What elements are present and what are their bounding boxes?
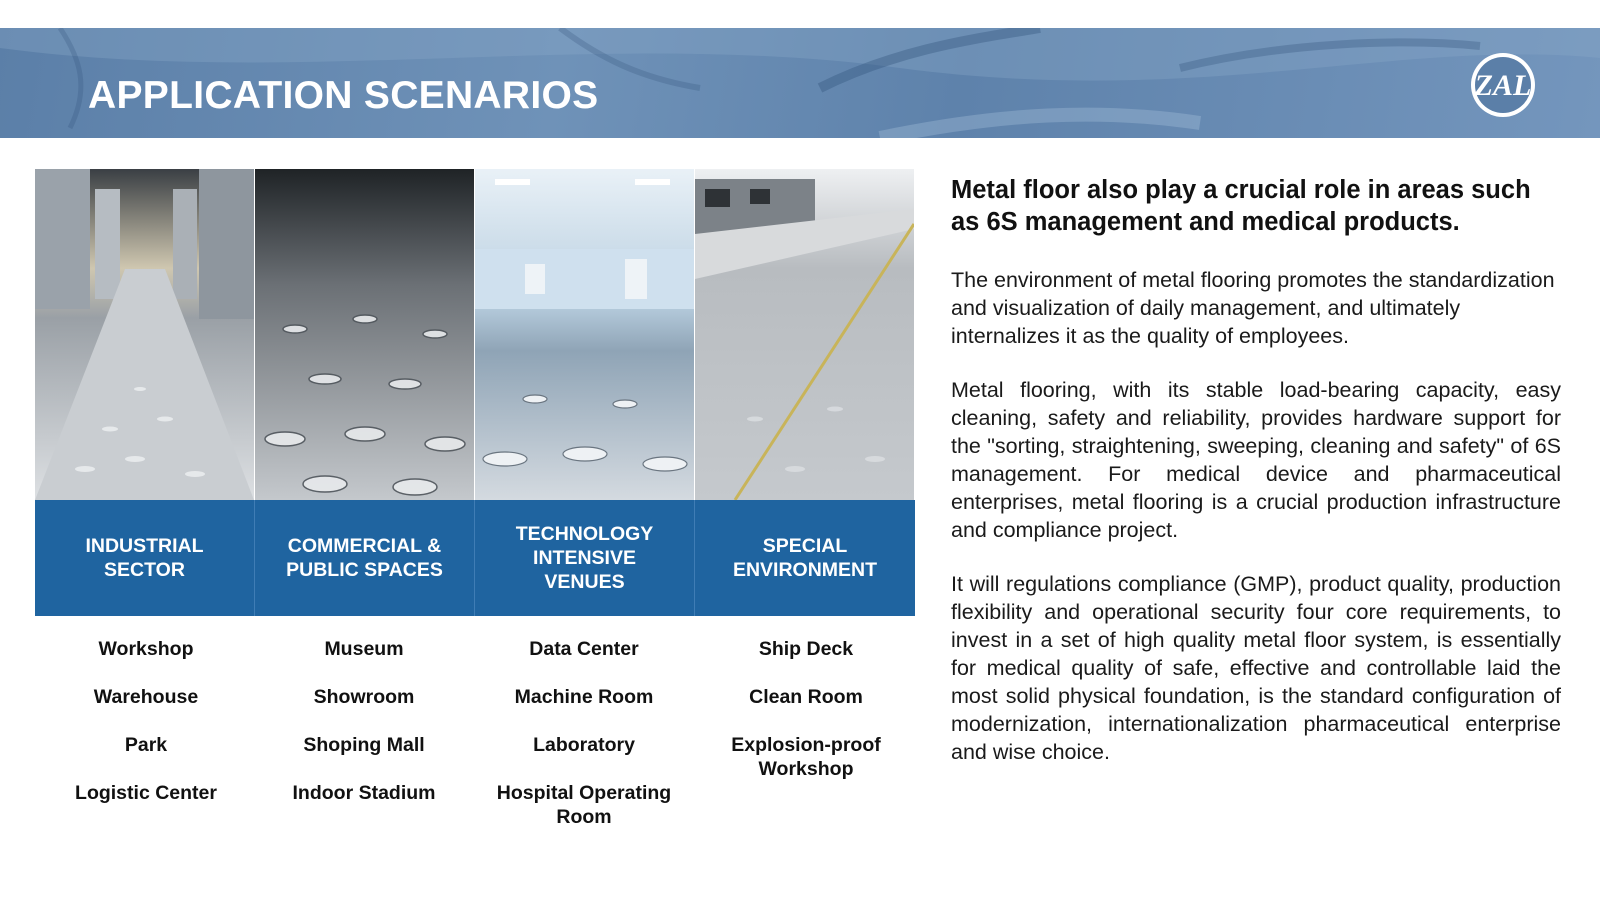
commercial-photo [255,169,474,500]
category-technology [475,500,695,616]
category-label: TECHNOLOGY INTENSIVE VENUES [515,523,654,593]
list-item: Hospital Operating Room [496,782,672,828]
paragraph-management: The environment of metal flooring promotes the standardization and visualization of daily management, and ultimately internalizes it as the quality of employees. [951,268,1555,348]
industrial-items [36,637,256,829]
description-panel [951,174,1561,766]
list-item: Clean Room [749,686,863,708]
list-item: Showroom [313,686,415,708]
category-commercial [255,500,475,616]
page-title: APPLICATION SCENARIOS [88,74,599,117]
technology-items [474,637,694,829]
special-environment-photo [695,169,914,500]
paragraph-6s: Metal flooring, with its stable load-bearing capacity, easy cleaning, safety and reliability, provides hardware support for the "sorting, straightening, sweeping, cleaning and safety" of 6S management. For medical device and pharmaceutical enterprises, metal flooring is a crucial production infrastructure and compliance project. [951,378,1561,542]
list-item: Machine Room [514,686,654,708]
industrial-photo [35,169,254,500]
headline: Metal floor also play a crucial role in areas such as 6S management and medical products. [951,176,1531,236]
category-label: INDUSTRIAL SECTOR [85,535,204,581]
list-item: Ship Deck [758,638,854,660]
list-item: Warehouse [93,686,199,708]
list-item: Indoor Stadium [292,782,436,804]
list-item: Workshop [98,638,194,660]
company-logo [1468,50,1538,120]
list-item: Data Center [529,638,639,660]
list-item: Laboratory [533,734,635,756]
category-special [695,500,915,616]
commercial-items [254,637,474,829]
scenario-grid [35,169,917,619]
special-items [696,637,916,781]
list-item: Museum [324,638,404,660]
svg-text:ZAL: ZAL [1474,69,1532,102]
list-item: Explosion-proof Workshop [731,734,881,780]
list-item: Logistic Center [75,782,217,804]
paragraph-gmp: It will regulations compliance (GMP), product quality, production flexibility and operational security four core requirements, to invest in a set of high quality metal floor system, is essentially for medical quality of safe, effective and controllable laid the most solid physical foundation, is the standard configuration of modernization, internationalization pharmaceutical enterprise and wise choice. [951,572,1561,764]
header-banner [0,28,1600,138]
list-item: Shoping Mall [303,734,425,756]
technology-photo [475,169,694,500]
category-label: SPECIAL ENVIRONMENT [732,535,878,581]
list-item: Park [124,734,168,756]
category-industrial [35,500,255,616]
category-label: COMMERCIAL & PUBLIC SPACES [286,535,443,581]
